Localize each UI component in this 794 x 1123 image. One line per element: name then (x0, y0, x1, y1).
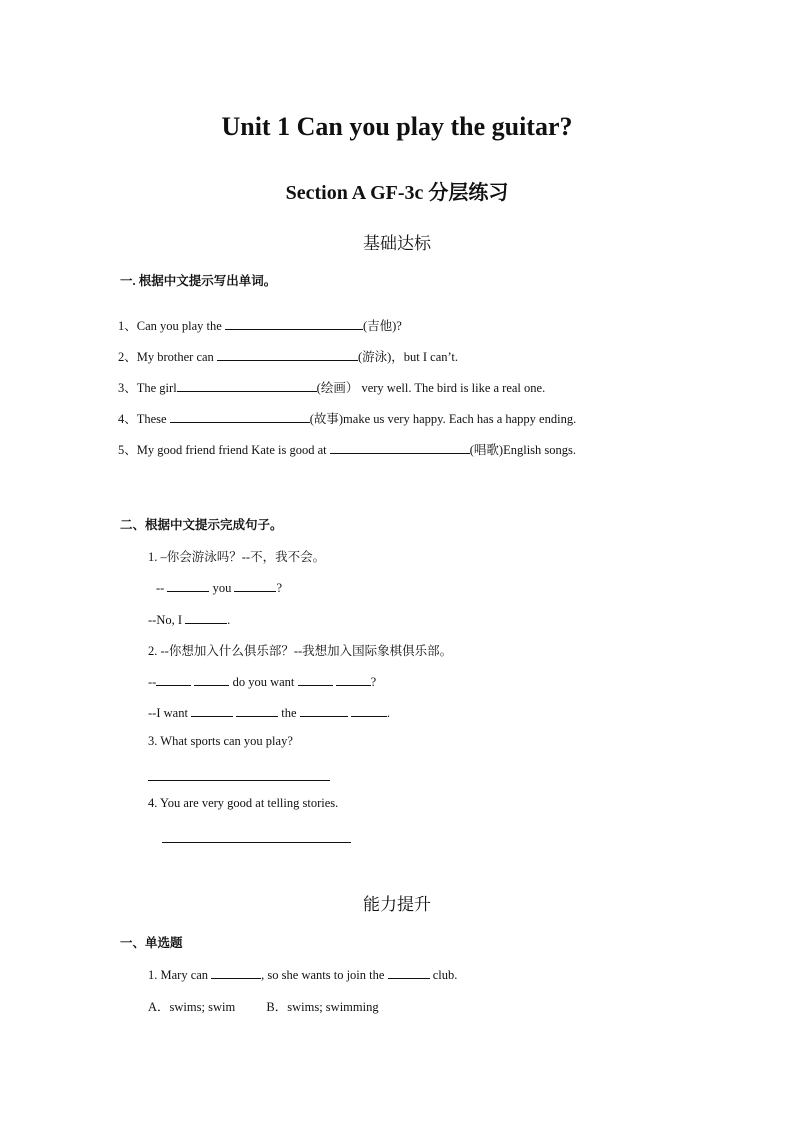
question-text: 1. Mary can (148, 968, 212, 982)
part1-item-3 (118, 378, 545, 396)
item-text: 4、These (118, 412, 170, 426)
part1-item-5 (118, 440, 576, 458)
part2-q2-line-b (148, 703, 390, 721)
item-text: 3、The girl (118, 381, 177, 395)
question-mark: ? (276, 581, 283, 595)
part2-heading: 二、根据中文提示完成句子。 (120, 518, 283, 532)
answer-blank[interactable] (225, 316, 363, 330)
part3-q1 (148, 965, 457, 983)
dash-text: -- (156, 581, 168, 595)
answer-blank[interactable] (177, 378, 317, 392)
word-text: --No, I (148, 613, 186, 627)
period-text: . (386, 706, 390, 720)
answer-blank[interactable] (217, 347, 358, 361)
part2-q4-prompt: 4. You are very good at telling stories. (148, 796, 339, 810)
item-hint: (游泳)，but I can’t. (357, 350, 459, 364)
answer-blank[interactable] (236, 703, 278, 717)
answer-blank[interactable] (191, 703, 233, 717)
answer-blank[interactable] (211, 965, 261, 979)
dash-text: -- (148, 675, 157, 689)
page-title: Unit 1 Can you play the guitar? (221, 112, 573, 141)
word-text: you (209, 581, 235, 595)
question-text: , so she wants to join the (261, 968, 388, 982)
answer-blank[interactable] (336, 672, 371, 686)
part2-q4-answer-line[interactable] (162, 842, 351, 843)
part2-q2-line-a (148, 672, 376, 690)
item-hint: (唱歌)English songs. (469, 443, 577, 457)
item-hint: (吉他)? (362, 319, 402, 333)
part1-heading: 一. 根据中文提示写出单词。 (120, 274, 277, 288)
answer-blank[interactable] (298, 672, 333, 686)
item-text: 2、My brother can (118, 350, 217, 364)
part3-heading: 一、单选题 (120, 936, 183, 950)
part1-item-4 (118, 409, 576, 427)
word-text: do you want (229, 675, 298, 689)
part3-q1-options[interactable]: A．swims; swim B．swims; swimming (148, 1000, 379, 1014)
answer-blank[interactable] (234, 578, 276, 592)
answer-blank[interactable] (300, 703, 348, 717)
answer-blank[interactable] (170, 409, 310, 423)
answer-blank[interactable] (167, 578, 209, 592)
part2-q1-line-b (148, 610, 230, 628)
answer-blank[interactable] (330, 440, 470, 454)
word-text: --I want (148, 706, 192, 720)
part2-q3-answer-line[interactable] (148, 780, 330, 781)
part1-item-1 (118, 316, 402, 334)
section-advanced-heading: 能力提升 (363, 895, 431, 914)
item-text: 5、My good friend friend Kate is good at (118, 443, 330, 457)
period-text: . (227, 613, 231, 627)
part2-q2-prompt: 2. --你想加入什么俱乐部？--我想加入国际象棋俱乐部。 (148, 644, 453, 658)
part2-q3-prompt: 3. What sports can you play? (148, 734, 293, 748)
part2-q1-prompt: 1. –你会游泳吗？--不，我不会。 (148, 550, 326, 564)
answer-blank[interactable] (185, 610, 227, 624)
item-hint: (绘画） very well. The bird is like a real one. (316, 381, 546, 395)
question-text: club. (429, 968, 458, 982)
item-hint: (故事)make us very happy. Each has a happy ending. (309, 412, 577, 426)
answer-blank[interactable] (351, 703, 387, 717)
word-text: the (278, 706, 300, 720)
answer-blank[interactable] (194, 672, 229, 686)
part2-q1-line-a (156, 578, 282, 596)
answer-blank[interactable] (388, 965, 430, 979)
answer-blank[interactable] (156, 672, 191, 686)
item-text: 1、Can you play the (118, 319, 225, 333)
question-mark: ? (370, 675, 377, 689)
part1-item-2 (118, 347, 458, 365)
section-basic-heading: 基础达标 (363, 234, 431, 253)
page-subtitle: Section A GF-3c 分层练习 (285, 182, 509, 204)
